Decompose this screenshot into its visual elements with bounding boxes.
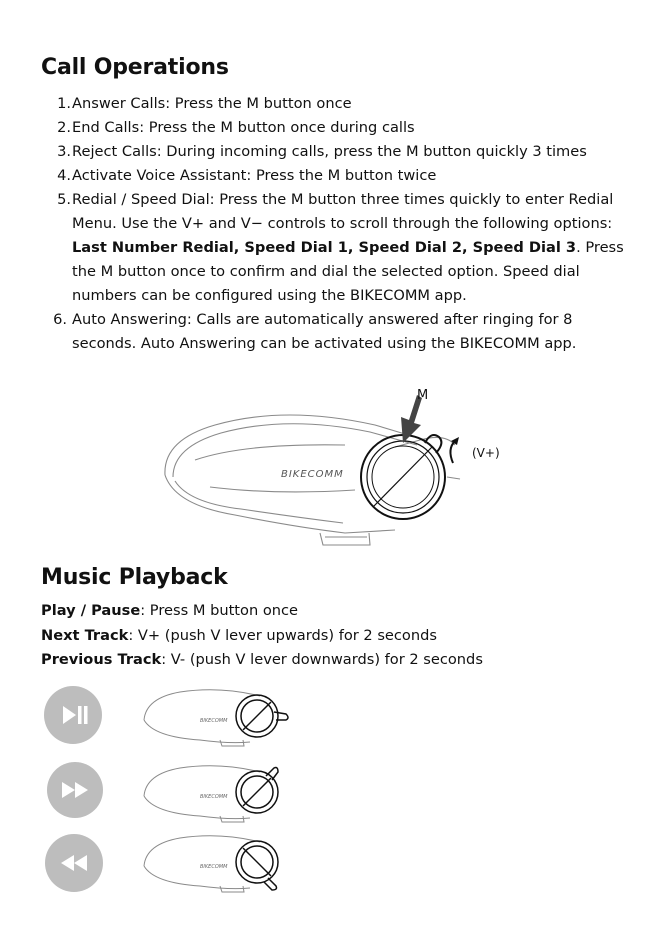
item-text: End Calls: Press the M button once during calls <box>72 119 415 136</box>
row-label: Play / Pause <box>41 602 141 619</box>
item-number: 5. <box>57 191 71 208</box>
list-item <box>0 308 640 356</box>
row-desc: : V- (push V lever downwards) for 2 seconds <box>161 651 483 668</box>
item-number: 4. <box>57 167 71 184</box>
music-row <box>41 648 483 673</box>
brand-logo: BIKECOMM <box>200 794 228 800</box>
row-label: Previous Track <box>41 651 162 668</box>
call-operations-heading: Call Operations <box>41 55 229 80</box>
row-label: Next Track <box>41 626 129 644</box>
item-number: 2. <box>57 119 71 136</box>
item-text: Activate Voice Assistant: Press the M button twice <box>72 167 437 184</box>
device-thumbnail-play <box>140 682 300 748</box>
music-row <box>41 624 483 649</box>
item-options-bold: Last Number Redial, Speed Dial 1, Speed Dial 2, Speed Dial 3 <box>72 239 577 256</box>
v-plus-label: (V+) <box>472 446 500 460</box>
list-item <box>0 140 640 164</box>
device-thumbnail-previous <box>140 832 300 898</box>
item-text-continued: . Press the M button once to confirm and dial the selected option. Speed dial numbers can be configured using the BIKECOMM app. <box>72 239 624 304</box>
row-desc: : Press M button once <box>140 602 299 619</box>
list-item <box>0 116 640 140</box>
rewind-icon <box>45 834 103 892</box>
brand-logo: BIKECOMM <box>200 864 228 870</box>
m-button-label: M <box>417 388 429 403</box>
device-diagram <box>155 385 510 550</box>
music-row <box>41 599 483 624</box>
play-pause-icon <box>44 686 102 744</box>
brand-logo: BIKECOMM <box>200 718 228 724</box>
item-text: Auto Answering: Calls are automatically answered after ringing for 8 seconds. Auto Answering can be activated using the BIKECOMM app. <box>72 311 577 352</box>
music-controls-list <box>41 599 483 673</box>
device-thumbnail-next <box>140 760 300 826</box>
list-item <box>0 164 640 188</box>
brand-logo: BIKECOMM <box>281 469 344 480</box>
item-number: 3. <box>57 143 71 160</box>
list-item <box>0 188 640 308</box>
music-playback-heading: Music Playback <box>41 565 228 590</box>
item-number: 1. <box>57 95 71 112</box>
item-text: Redial / Speed Dial: Press the M button three times quickly to enter Redial Menu. Use the V+ and V− controls to scroll through the following options: <box>72 191 614 232</box>
item-number: 6. <box>53 311 67 328</box>
fast-forward-icon <box>47 762 103 818</box>
list-item <box>0 92 640 116</box>
row-desc: : V+ (push V lever upwards) for 2 seconds <box>128 626 437 644</box>
item-text: Answer Calls: Press the M button once <box>72 95 352 112</box>
call-operations-list <box>0 92 640 356</box>
item-text: Reject Calls: During incoming calls, press the M button quickly 3 times <box>72 143 587 160</box>
